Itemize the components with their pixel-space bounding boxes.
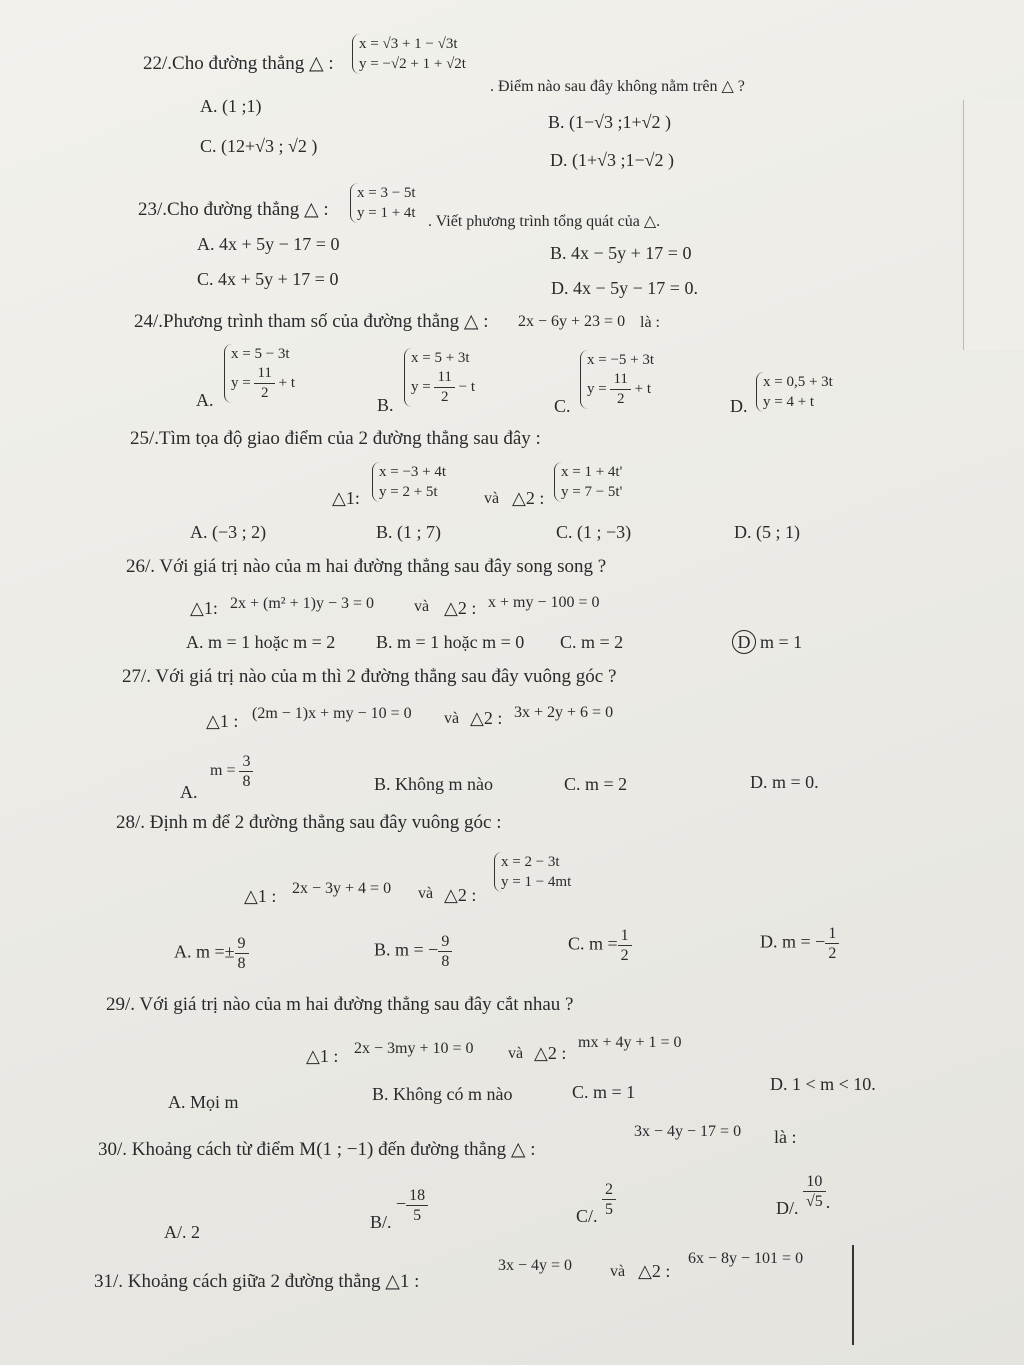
q25-option-b: B. (1 ; 7) (376, 522, 441, 542)
q24-option-a-letter: A. (196, 390, 214, 410)
q27-option-a-letter: A. (180, 782, 198, 802)
question-28: 28/. Định m để 2 đường thẳng sau đây vuông góc : (116, 812, 502, 833)
fraction: $\frac{11}{2}$ (254, 364, 274, 403)
q27-line-2-label: △2 : (470, 708, 503, 728)
fraction: $\frac{2}{5}$ (602, 1180, 616, 1219)
q27-option-a: m = $\frac{3}{8}$ (210, 752, 253, 791)
q27-line-1-label: △1 : (206, 711, 239, 731)
fraction: $\frac{1}{2}$ (825, 924, 839, 963)
page-edge (963, 100, 1024, 350)
q30-option-c: C/. $\frac{2}{5}$ (576, 1180, 616, 1219)
q25-option-c: C. (1 ; −3) (556, 522, 632, 542)
q28-and: và (418, 885, 434, 902)
q24-option-b: x = 5 + 3t y = $\frac{11}{2}$ − t (404, 348, 475, 407)
question-30: 30/. Khoảng cách từ điểm M(1 ; −1) đến đường thẳng △ : (98, 1139, 536, 1160)
q26-option-a: A. m = 1 hoặc m = 2 (186, 632, 336, 652)
q30-tail: là : (774, 1127, 797, 1147)
q23-option-c: C. 4x + 5y + 17 = 0 (197, 269, 339, 289)
q31-and: và (610, 1263, 626, 1280)
q27-line-1: (2m − 1)x + my − 10 = 0 (252, 705, 412, 722)
q27-and: và (444, 710, 460, 727)
q23-tail: . Viết phương trình tổng quát của △. (428, 213, 661, 230)
q27-option-d: D. m = 0. (750, 772, 819, 792)
circled-answer-mark: D (732, 630, 756, 654)
q24-option-d-letter: D. (730, 396, 748, 416)
q26-option-b: B. m = 1 hoặc m = 0 (376, 632, 525, 652)
q24-option-d: x = 0,5 + 3t y = 4 + t (756, 372, 833, 412)
q28-option-a: A. m =± $\frac{9}{8}$ (174, 934, 249, 973)
question-27: 27/. Với giá trị nào của m thì 2 đường thẳng sau đây vuông góc ? (122, 666, 617, 687)
question-23: 23/.Cho đường thẳng △ : (138, 199, 329, 220)
q26-line-1-label: △1: (190, 598, 218, 618)
q29-line-1-label: △1 : (306, 1046, 339, 1066)
q25-line-2: x = 1 + 4t' y = 7 − 5t' (554, 462, 622, 502)
q27-option-b: B. Không m nào (374, 774, 493, 794)
q29-line-1: 2x − 3my + 10 = 0 (354, 1040, 474, 1057)
q24-tail: là : (640, 314, 660, 331)
fraction: $\frac{9}{8}$ (438, 932, 452, 971)
q28-option-d: D. m = − $\frac{1}{2}$ (760, 924, 839, 963)
q30-option-a: A/. 2 (164, 1222, 200, 1242)
q28-line-1-label: △1 : (244, 886, 277, 906)
question-24: 24/.Phương trình tham số của đường thẳng △ : (134, 311, 489, 332)
q29-option-c: C. m = 1 (572, 1082, 636, 1102)
question-26: 26/. Với giá trị nào của m hai đường thẳng sau đây song song ? (126, 556, 607, 577)
q22-option-d: D. (1+√3 ;1−√2 ) (550, 150, 675, 170)
fraction: $\frac{11}{2}$ (610, 370, 630, 409)
q28-line-2-label: △2 : (444, 885, 477, 905)
question-22: 22/.Cho đường thẳng △ : (143, 53, 334, 74)
q28-option-b: B. m = − $\frac{9}{8}$ (374, 932, 452, 971)
fraction: $\frac{9}{8}$ (235, 934, 249, 973)
q25-line-1-label: △1: (332, 488, 360, 508)
q25-line-1: x = −3 + 4t y = 2 + 5t (372, 462, 446, 502)
fraction: $\frac{18}{5}$ (406, 1186, 428, 1225)
q27-line-2: 3x + 2y + 6 = 0 (514, 704, 614, 721)
q24-option-c-letter: C. (554, 396, 571, 416)
q24-equation: 2x − 6y + 23 = 0 (518, 313, 626, 330)
q25-option-a: A. (−3 ; 2) (190, 522, 267, 542)
q27-option-c: C. m = 2 (564, 774, 628, 794)
q26-line-1: 2x + (m² + 1)y − 3 = 0 (230, 595, 374, 612)
q29-option-d: D. 1 < m < 10. (770, 1074, 876, 1094)
q22-option-c: C. (12+√3 ; √2 ) (200, 136, 318, 156)
q26-line-2: x + my − 100 = 0 (488, 594, 600, 611)
q25-and: và (484, 490, 500, 507)
q25-line-2-label: △2 : (512, 488, 545, 508)
q29-option-b: B. Không có m nào (372, 1084, 513, 1104)
q31-line-1: 3x − 4y = 0 (498, 1257, 573, 1274)
question-25: 25/.Tìm tọa độ giao điểm của 2 đường thẳng sau đây : (130, 428, 541, 449)
q26-and: và (414, 598, 430, 615)
q29-and: và (508, 1045, 524, 1062)
question-29: 29/. Với giá trị nào của m hai đường thẳng sau đây cắt nhau ? (106, 994, 574, 1015)
q31-line-2: 6x − 8y − 101 = 0 (688, 1250, 804, 1267)
question-31: 31/. Khoảng cách giữa 2 đường thẳng △1 : (94, 1271, 420, 1292)
fraction: $\frac{1}{2}$ (618, 926, 632, 965)
q23-system: x = 3 − 5t y = 1 + 4t (350, 183, 416, 223)
q28-option-c: C. m = $\frac{1}{2}$ (568, 926, 632, 965)
q31-line-2-label: △2 : (638, 1261, 671, 1281)
q22-option-a: A. (1 ;1) (200, 96, 262, 116)
q26-option-c: C. m = 2 (560, 632, 624, 652)
q29-line-2: mx + 4y + 1 = 0 (578, 1034, 682, 1051)
q24-option-c: x = −5 + 3t y = $\frac{11}{2}$ + t (580, 350, 654, 409)
q24-option-a: x = 5 − 3t y = $\frac{11}{2}$ + t (224, 344, 295, 403)
q22-system: x = √3 + 1 − √3t y = −√2 + 1 + √2t (352, 34, 466, 74)
q26-option-d: D m = 1 (732, 630, 802, 654)
fraction: $\frac{10}{√5}$ (803, 1172, 826, 1211)
q28-line-1: 2x − 3y + 4 = 0 (292, 880, 392, 897)
q26-line-2-label: △2 : (444, 598, 477, 618)
q24-option-b-letter: B. (377, 395, 394, 415)
fraction: $\frac{3}{8}$ (239, 752, 253, 791)
q28-line-2: x = 2 − 3t y = 1 − 4mt (494, 852, 571, 892)
q25-option-d: D. (5 ; 1) (734, 522, 800, 542)
q23-option-d: D. 4x − 5y − 17 = 0. (551, 278, 698, 298)
fraction: $\frac{11}{2}$ (434, 368, 454, 407)
q30-equation: 3x − 4y − 17 = 0 (634, 1123, 742, 1140)
q30-option-d: D/. $\frac{10}{√5}$ . (776, 1173, 831, 1218)
pen-mark (852, 1245, 854, 1345)
q29-line-2-label: △2 : (534, 1043, 567, 1063)
q23-option-a: A. 4x + 5y − 17 = 0 (197, 234, 340, 254)
q29-option-a: A. Mọi m (168, 1092, 239, 1112)
q30-option-b: B/. − $\frac{18}{5}$ (370, 1186, 428, 1225)
q22-option-b: B. (1−√3 ;1+√2 ) (548, 112, 672, 132)
q23-option-b: B. 4x − 5y + 17 = 0 (550, 243, 692, 263)
q22-tail: . Điểm nào sau đây không nằm trên △ ? (490, 78, 745, 95)
